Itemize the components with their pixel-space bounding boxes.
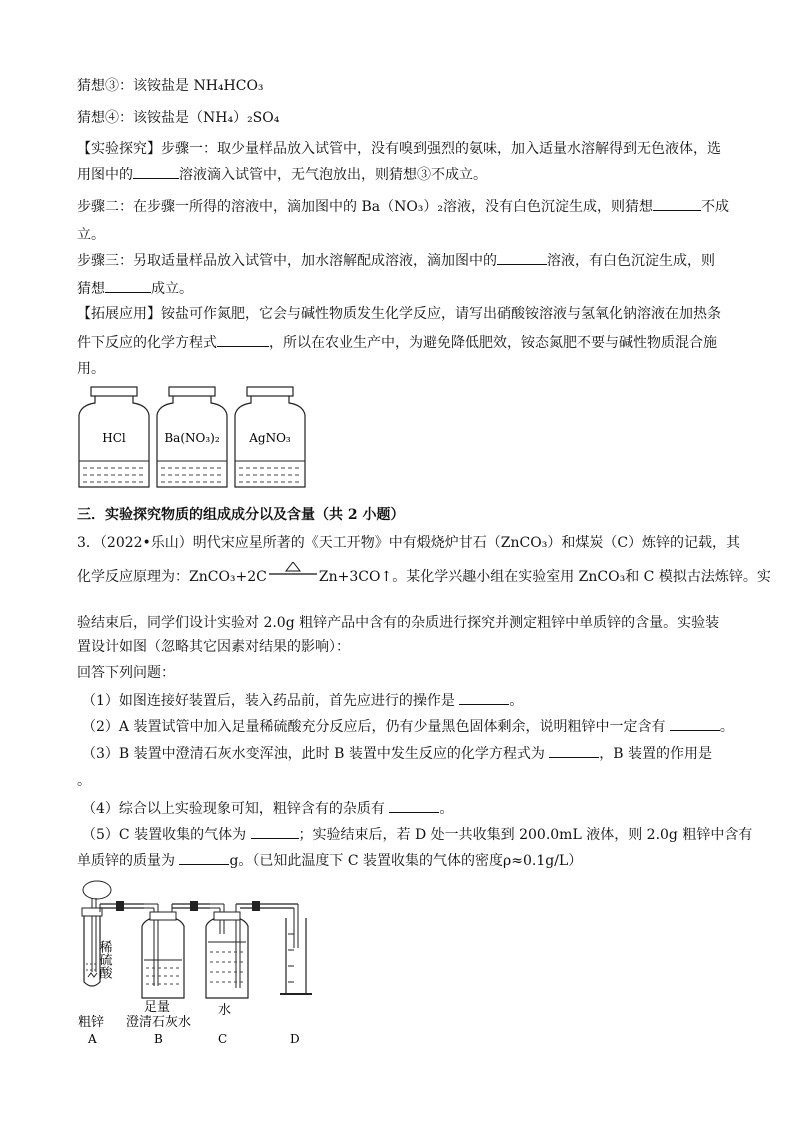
bottle-label: AgNO₃ — [249, 431, 291, 445]
label-limewater: 澄清石灰水 — [126, 1015, 192, 1030]
text-segment: g。（已知此温度下 C 装置收集的气体的密度ρ≈0.1g/L） — [229, 853, 583, 869]
q3-part5-line2 — [77, 852, 582, 870]
text-segment: 。 — [719, 719, 734, 735]
heat-arrow — [267, 568, 319, 586]
apparatus-c — [206, 904, 298, 1046]
answer-blank[interactable] — [497, 252, 547, 265]
q3-line3: 验结束后，同学们设计实验对 2.0g 粗锌产品中含有的杂质进行探究并测定粗锌中单质锌的含量。实验装 — [77, 615, 720, 631]
section-heading: 三．实验探究物质的组成成分以及含量（共 2 小题） — [77, 507, 405, 523]
label-c: C — [218, 1032, 228, 1046]
label-zinc: 粗锌 — [78, 1015, 105, 1030]
answer-blank[interactable] — [217, 334, 269, 347]
application-line1: 【拓展应用】铵盐可作氮肥，它会与碱性物质发生化学反应，请写出硝酸铵溶液与氢氧化钠溶液在加热条 — [77, 306, 721, 322]
text-segment: Zn+3CO↑。某化学兴趣小组在实验室用 ZnCO₃和 C 模拟古法炼锌。实 — [318, 569, 771, 585]
text-segment: 溶液，有白色沉淀生成，则 — [547, 253, 715, 269]
answer-blank[interactable] — [179, 852, 229, 865]
text-segment: 件下反应的化学方程式 — [77, 335, 217, 351]
apparatus-b — [126, 904, 210, 1046]
text-segment: （4）综合以上实验现象可知，粗锌含有的杂质有 — [82, 801, 385, 817]
label-water: 水 — [218, 1003, 232, 1018]
q3-part3-end: 。 — [77, 773, 91, 789]
q3-line2 — [77, 568, 771, 586]
text-segment: （5）C 装置收集的气体为 — [82, 827, 247, 843]
q3-part1 — [82, 692, 523, 710]
text-segment: ，所以在农业生产中，为避免降低肥效，铵态氮肥不要与碱性物质混合施 — [269, 335, 717, 351]
text-segment: （1）如图连接好装置后，装入药品前，首先应进行的操作是 — [82, 693, 455, 709]
bottle-label: Ba(NO₃)₂ — [164, 431, 220, 445]
text-segment: 猜想 — [77, 281, 105, 297]
answer-blank[interactable] — [105, 280, 151, 293]
apparatus-figure — [70, 878, 340, 1048]
step2-line1 — [77, 198, 729, 216]
label-b: B — [154, 1032, 163, 1046]
q3-line4: 置设计如图（忽略其它因素对结果的影响）： — [77, 639, 350, 655]
answer-blank[interactable] — [251, 826, 299, 839]
q3-line5: 回答下列问题： — [77, 665, 175, 681]
q3-line1: 3．（2022•乐山）明代宋应星所著的《天工开物》中有煅烧炉甘石（ZnCO₃）和煤炭（C）炼锌的记载，其 — [77, 535, 741, 551]
text-segment: 溶液滴入试管中，无气泡放出，则猜想③不成立。 — [179, 167, 487, 183]
text-segment: 。 — [439, 801, 454, 817]
apparatus-d — [280, 904, 312, 1046]
hypothesis-3: 猜想③：该铵盐是 NH₄HCO₃ — [77, 78, 264, 94]
text-segment: 步骤二：在步骤一所得的溶液中，滴加图中的 Ba（NO₃）₂溶液，没有白色沉淀生成，则猜想 — [77, 199, 654, 215]
bottle-hcl — [79, 387, 149, 487]
text-segment: 单质锌的质量为 — [77, 853, 175, 869]
label-d: D — [290, 1032, 300, 1046]
q3-part5 — [82, 826, 752, 844]
answer-blank[interactable] — [670, 718, 720, 731]
bottle-label: HCl — [102, 431, 126, 445]
text-segment: 步骤三：另取适量样品放入试管中，加水溶解配成溶液，滴加图中的 — [77, 253, 497, 269]
text-segment: （2）A 装置试管中加入足量稀硫酸充分反应后，仍有少量黑色固体剩余，说明粗锌中一定含有 — [82, 719, 666, 735]
step1-line2 — [77, 166, 487, 184]
step3-line2 — [77, 280, 193, 298]
text-segment: 不成 — [701, 199, 730, 215]
hypothesis-4: 猜想④：该铵盐是（NH₄）₂SO₄ — [77, 110, 280, 126]
q3-part4 — [82, 800, 453, 818]
text-segment: 化学反应原理为：ZnCO₃+2C — [77, 569, 267, 585]
label-acid: 稀硫酸 — [96, 940, 112, 979]
label-sufficient: 足量 — [144, 1000, 171, 1015]
step3-line1 — [77, 252, 715, 270]
answer-blank[interactable] — [389, 800, 439, 813]
step1-line1: 【实验探究】步骤一：取少量样品放入试管中，没有嗅到强烈的氨味，加入适量水溶解得到无色液体，选 — [77, 141, 721, 157]
q3-part3 — [82, 745, 712, 763]
text-segment: 。 — [509, 693, 524, 709]
q3-part2 — [82, 718, 734, 736]
bottle-agno3 — [235, 387, 305, 487]
bottle-bano3 — [157, 387, 227, 487]
step2-line2: 立。 — [77, 227, 105, 243]
text-segment: （3）B 装置中澄清石灰水变浑浊，此时 B 装置中发生反应的化学方程式为 — [82, 746, 545, 762]
application-line2 — [77, 334, 717, 352]
text-segment: 用图中的 — [77, 167, 133, 183]
text-segment: 成立。 — [151, 281, 193, 297]
reagent-bottles-figure — [77, 385, 317, 495]
answer-blank[interactable] — [133, 166, 179, 179]
text-segment: ，B 装置的作用是 — [599, 746, 713, 762]
answer-blank[interactable] — [549, 745, 599, 758]
text-segment: ；实验结束后，若 D 处一共收集到 200.0mL 液体，则 2.0g 粗锌中含有 — [298, 827, 753, 843]
answer-blank[interactable] — [653, 198, 701, 211]
label-a: A — [88, 1032, 97, 1046]
answer-blank[interactable] — [459, 692, 509, 705]
application-line3: 用。 — [77, 361, 105, 377]
